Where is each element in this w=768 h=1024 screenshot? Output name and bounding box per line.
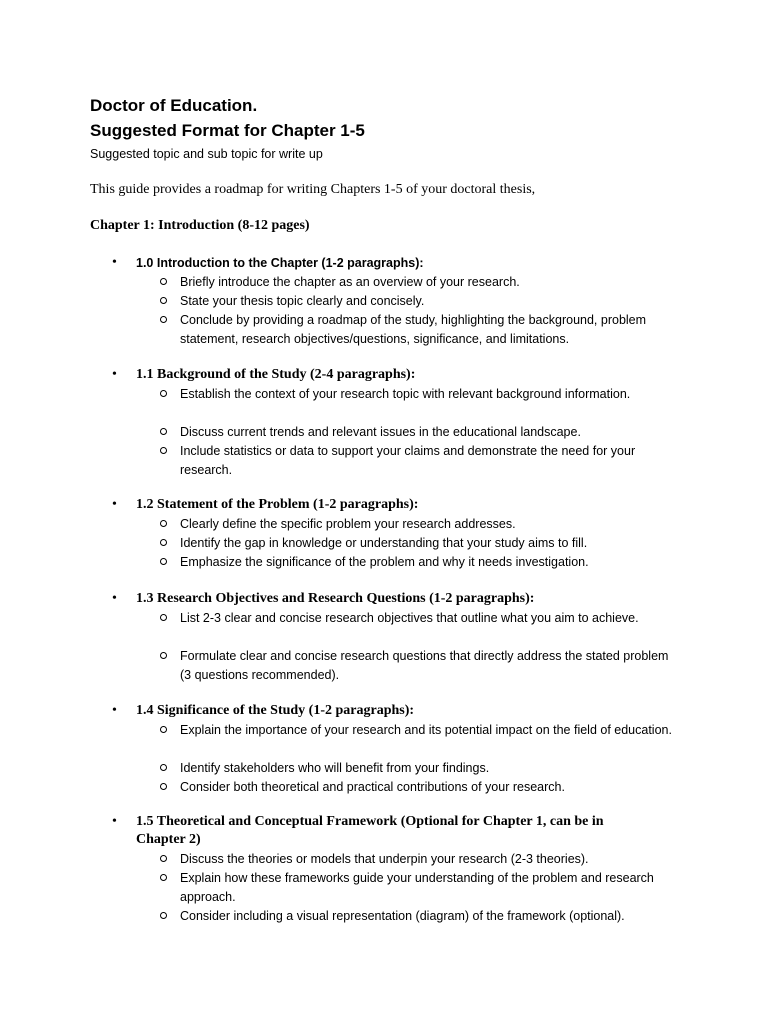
circle-bullet-icon (160, 520, 167, 527)
bullet-icon: • (112, 497, 117, 512)
intro-paragraph: This guide provides a roadmap for writing Chapters 1-5 of your doctoral thesis, (90, 182, 536, 197)
chapter-heading: Chapter 1: Introduction (8-12 pages) (90, 218, 310, 233)
section-title: 1.4 Significance of the Study (1-2 paragraphs): (136, 703, 415, 718)
circle-bullet-icon (160, 855, 167, 862)
circle-bullet-icon (160, 558, 167, 565)
circle-bullet-icon (160, 539, 167, 546)
document-subtitle-heading: Suggested Format for Chapter 1-5 (90, 121, 365, 140)
circle-bullet-icon (160, 278, 167, 285)
document-title: Doctor of Education. (90, 96, 258, 115)
section-title: 1.2 Statement of the Problem (1-2 paragraphs): (136, 497, 419, 512)
section-title: 1.3 Research Objectives and Research Questions (1-2 paragraphs): (136, 591, 535, 606)
circle-bullet-icon (160, 447, 167, 454)
bullet-icon: • (112, 591, 117, 606)
circle-bullet-icon (160, 874, 167, 881)
bullet-icon: • (112, 703, 117, 718)
document-page: Doctor of Education. Suggested Format for Chapter 1-5 Suggested topic and sub topic for write up This guide provides a roadmap for writing Chapters 1-5 of your doctoral thesis, Chapter 1: Introduction (8-12 pages) • 1.0 Introduction to the Chapter (1-2 paragraphs): Briefly introduce the chapter as an overview of your research. State your thesis topic clearly and concisely. Conclude by providing a roadmap of the study, highlighting the background, problem statement, research objectives/questions, significance, and limitations. • 1.1 Background of the Study (2-4 paragraphs): Establish the context of your research topic with relevant background information. Discuss current trends and relevant issues in the educational landscape. Include statistics or data to support your claims and demonstrate the need for your research. • 1.2 Statement of the Problem (1-2 paragraphs): Clearly define the specific problem your research addresses. Identify the gap in knowledge or understanding that your study aims to fill. Emphasize the significance of the problem and why it needs investigation. • 1.3 Research Objectives and Research Questions (1-2 paragraphs): List 2-3 clear and concise research objectives that outline what you aim to achieve. Formulate clear and concise research questions that directly address the stated problem (3 questions recommended). • 1.4 Significance of the Study (1-2 paragraphs): Explain the importance of your research and its potential impact on the field of education. Identify stakeholders who will benefit from your findings. Consider both theoretical and practical contributions of your research. • 1.5 Theoretical and Conceptual Framework (Optional for Chapter 1, can be in Chapter 2) Discuss the theories or models that underpin your research (2-3 theories). Explain how these frameworks guide your understanding of the problem and research approach. Consider including a visual representation (diagram) of the framework (optional). (0, 0, 768, 1024)
section-title: 1.5 Theoretical and Conceptual Framework (Optional for Chapter 1, can be in Chapter 2) (136, 814, 604, 847)
bullet-icon: • (112, 814, 117, 829)
circle-bullet-icon (160, 316, 167, 323)
circle-bullet-icon (160, 726, 167, 733)
circle-bullet-icon (160, 764, 167, 771)
bullet-icon: • (112, 255, 117, 270)
circle-bullet-icon (160, 783, 167, 790)
circle-bullet-icon (160, 297, 167, 304)
section-title: 1.0 Introduction to the Chapter (1-2 paragraphs): (136, 256, 424, 270)
document-subtitle: Suggested topic and sub topic for write up (90, 147, 323, 161)
circle-bullet-icon (160, 428, 167, 435)
section-title: 1.1 Background of the Study (2-4 paragraphs): (136, 367, 416, 382)
circle-bullet-icon (160, 912, 167, 919)
bullet-icon: • (112, 367, 117, 382)
circle-bullet-icon (160, 390, 167, 397)
circle-bullet-icon (160, 652, 167, 659)
circle-bullet-icon (160, 614, 167, 621)
